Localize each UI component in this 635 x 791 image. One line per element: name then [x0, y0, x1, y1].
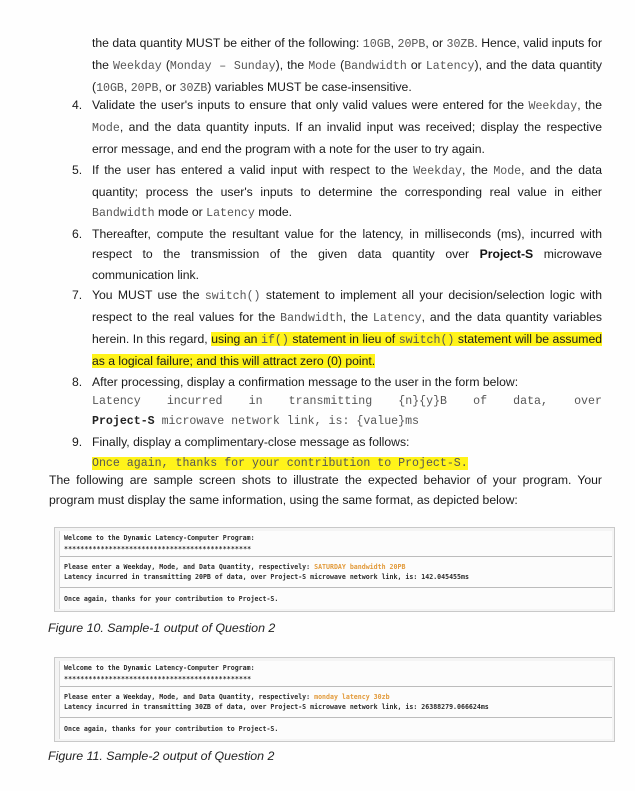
console-welcome-line: Welcome to the Dynamic Latency-Computer Program:	[64, 664, 255, 672]
text-run: , and the data quantity; process the user's inputs to determine the corresponding real value in either	[92, 162, 603, 199]
text-run: , and the data quantity variables herein. In this regard,	[92, 310, 602, 347]
template-word: of	[473, 394, 488, 408]
code-term: Mode	[92, 122, 120, 136]
code-term: Weekday	[413, 164, 462, 178]
console-divider	[60, 686, 612, 687]
highlighted-code-term	[261, 332, 289, 346]
template-word: Latency	[92, 394, 141, 408]
text-run: If the user has entered a valid input with respect to the	[92, 162, 414, 177]
code-term: Mode	[493, 164, 522, 178]
data-quantity-value: 20PB	[397, 38, 426, 51]
code-term: Weekday	[528, 100, 578, 113]
console-result-line: Latency incurred in transmitting 30ZB of data, over Project-S microwave network link, is: 26388279.066624ms	[64, 703, 489, 711]
code-term: Bandwidth	[344, 60, 407, 74]
item-text	[92, 285, 602, 372]
item-text	[92, 224, 602, 285]
code-term: Mode	[308, 60, 337, 74]
code-term: Bandwidth	[280, 312, 343, 326]
data-quantity-value: 30ZB	[446, 38, 475, 51]
sample-intro-paragraph: The following are sample screen shots to illustrate the expected behavior of your program. Your program must display the same information, using the same format, as depicted below:	[49, 473, 602, 508]
highlighted-text: using an	[211, 332, 261, 347]
text-run: statement to implement all your decision/selection logic with respect to the real values for the	[92, 287, 602, 325]
console-prompt-line: Please enter a Weekday, Mode, and Data Quantity, respectively: monday latency 30zb	[64, 693, 390, 701]
code-term: Monday – Sunday	[169, 60, 276, 74]
console-screenshot-2	[54, 657, 615, 742]
item-number: 6.	[72, 227, 83, 242]
console-divider	[60, 556, 612, 557]
text-run: You MUST use the	[92, 287, 205, 302]
data-quantity-value: 10GB	[362, 38, 391, 51]
console-closing-line: Once again, thanks for your contribution to Project-S.	[64, 725, 279, 733]
closing-message: Once again, thanks for your contribution to Project-S.	[92, 457, 468, 471]
item-text	[92, 372, 602, 392]
text-run: , the	[462, 162, 494, 177]
console-result-line: Latency incurred in transmitting 20PB of data, over Project-S microwave network link, is: 142.045455ms	[64, 573, 469, 581]
instruction-item	[72, 95, 602, 160]
template-word: {n}{y}B	[398, 394, 447, 408]
template-rest: microwave network link, is: {value}ms	[154, 415, 420, 429]
console-window	[59, 531, 612, 609]
item-number: 4.	[72, 98, 83, 112]
instruction-item	[72, 372, 602, 433]
template-word: incurred	[166, 394, 223, 408]
highlighted-text: statement will be assumed as a logical failure; and this will attract zero (0) point.	[92, 332, 603, 369]
item-text	[92, 160, 602, 225]
data-quantity-value: 30ZB	[179, 82, 208, 96]
template-word: in	[248, 394, 263, 408]
text-run: microwave communication link.	[92, 247, 602, 282]
template-word: data,	[513, 394, 548, 408]
console-user-input: SATURDAY bandwidth 20PB	[314, 563, 406, 571]
instruction-item	[72, 160, 602, 225]
text-run: , the	[577, 98, 602, 112]
figure-caption-2: Figure 11. Sample-2 output of Question 2	[48, 749, 275, 763]
console-welcome-line: Welcome to the Dynamic Latency-Computer Program:	[64, 534, 255, 542]
text-run: , the	[342, 310, 373, 325]
text-run: Thereafter, compute the resultant value for the latency, in milliseconds (ms), incurred with respect to the transmission of the given data quantity over	[92, 227, 602, 262]
template-word: transmitting	[288, 394, 373, 408]
instruction-list	[72, 95, 602, 475]
highlighted-text: statement in lieu of	[288, 332, 399, 347]
figure-caption-1: Figure 10. Sample-1 output of Question 2	[48, 621, 276, 635]
instruction-item	[72, 224, 602, 285]
bold-term: Project-S	[479, 247, 534, 262]
console-prompt-line: Please enter a Weekday, Mode, and Data Quantity, respectively: SATURDAY bandwidth 20PB	[64, 563, 406, 571]
code-term: switch()	[398, 334, 455, 348]
console-user-input: monday latency 30zb	[314, 693, 390, 701]
project-name: Project-S	[92, 415, 155, 429]
instruction-item	[72, 432, 602, 474]
highlighted-code-term	[399, 332, 455, 346]
console-screenshot-1	[54, 527, 615, 612]
code-term: Weekday	[113, 60, 162, 74]
text-run: , and the data quantity inputs. If an invalid input was received; display the respective error message, and end the program with a note for the user to try again.	[92, 120, 602, 157]
intro-text: the data quantity MUST be either of the following:	[92, 36, 363, 50]
code-term: if()	[260, 334, 289, 348]
console-window	[59, 661, 612, 739]
code-term: Bandwidth	[92, 207, 155, 221]
item-number: 5.	[72, 162, 83, 177]
item-text	[92, 95, 602, 160]
item-number: 9.	[72, 435, 83, 450]
code-term: Latency	[425, 60, 475, 74]
text-run: Finally, display a complimentary-close message as follows:	[92, 435, 410, 450]
item-text	[92, 432, 602, 452]
confirmation-template-line-2	[92, 412, 602, 432]
code-term: switch()	[204, 289, 261, 303]
text-run: Validate the user's inputs to ensure that only valid values were entered for the	[92, 98, 529, 112]
data-quantity-value: 20PB	[130, 82, 159, 96]
item-number: 8.	[72, 374, 83, 389]
code-term: Latency	[206, 207, 255, 221]
console-divider	[60, 587, 612, 588]
data-quantity-value: 10GB	[96, 82, 124, 96]
item-number: 7.	[72, 287, 83, 302]
console-stars-line: **********************************************	[64, 545, 252, 553]
text-run: mode.	[254, 205, 293, 220]
console-closing-line: Once again, thanks for your contribution to Project-S.	[64, 595, 279, 603]
console-divider	[60, 717, 612, 718]
template-word: over	[574, 394, 602, 408]
text-run: mode or	[154, 205, 207, 220]
code-term: Latency	[372, 312, 422, 326]
console-stars-line: **********************************************	[64, 675, 252, 683]
instruction-item	[72, 285, 602, 372]
confirmation-template-line-1	[92, 392, 602, 412]
intro-paragraph: the data quantity MUST be either of the following: 10GB, 20PB, or 30ZB. Hence, valid inputs for the Weekday (Monday – Sunday), the Mode (Bandwidth or Latency), and the data quantity (10GB, 20PB, or 30ZB) variables MUST be case-insensitive.	[92, 36, 603, 96]
text-run: After processing, display a confirmation message to the user in the form below:	[92, 374, 519, 389]
